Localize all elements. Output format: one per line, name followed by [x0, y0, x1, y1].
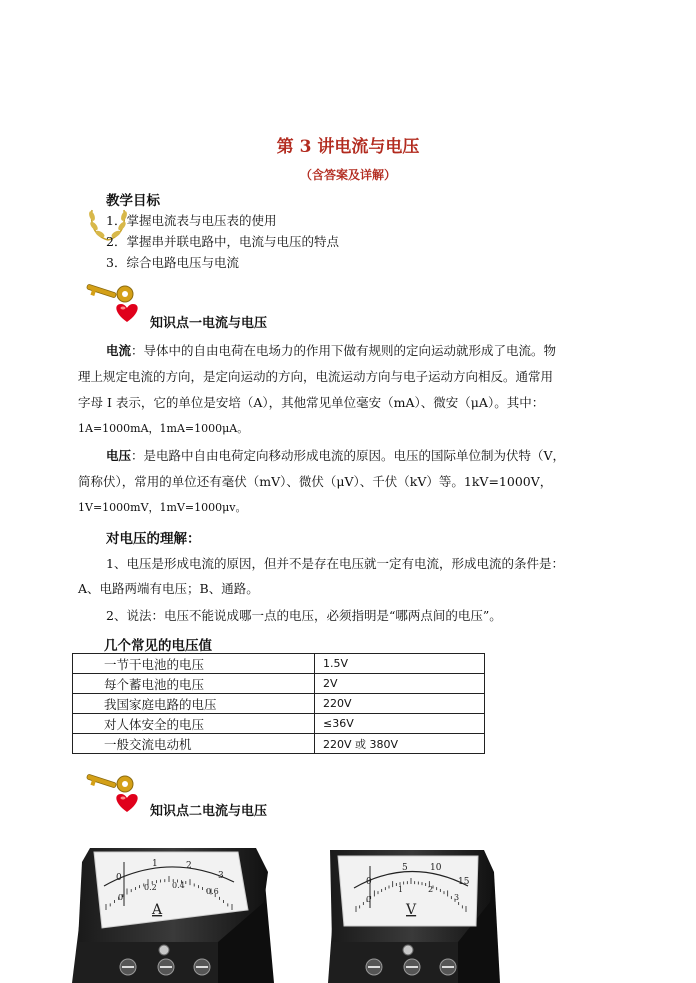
ammeter-upper-tick: 0	[116, 873, 122, 883]
ammeter-lower-tick: 0.6	[206, 887, 219, 896]
voltmeter-upper-tick: 5	[402, 863, 408, 873]
table-cell: 2V	[315, 674, 485, 694]
table-cell: 一节干电池的电压	[73, 654, 315, 674]
key-heart-icon	[84, 280, 146, 324]
table-row	[73, 674, 485, 694]
table-cell: 每个蓄电池的电压	[73, 674, 315, 694]
voltmeter-upper-tick: 10	[430, 863, 442, 873]
voltmeter-illustration	[318, 842, 504, 983]
ammeter-lower-tick: 0	[118, 893, 124, 902]
ammeter-lower-tick: 0.4	[172, 881, 185, 890]
table-cell: ≤36V	[315, 714, 485, 734]
voltmeter-lower-tick: 1	[398, 885, 404, 894]
understanding-p1-line1: 1、电压是形成电流的原因，但并不是存在电压就一定有电流，形成电流的条件是：	[106, 556, 564, 571]
voltage-line-1: 电压：是电路中自由电荷定向移动形成电流的原因。电压的国际单位制为伏特（V，	[106, 448, 566, 463]
table-cell: 1.5V	[315, 654, 485, 674]
goals-heading: 教学目标	[106, 193, 160, 209]
understanding-heading: 对电压的理解：	[106, 531, 201, 547]
voltmeter-lower-tick: 3	[454, 893, 460, 902]
table-cell: 对人体安全的电压	[73, 714, 315, 734]
key-heart-icon	[84, 770, 146, 814]
page-subtitle: （含答案及详解）	[299, 168, 396, 182]
voltmeter-unit: V	[406, 902, 417, 918]
ammeter-lower-tick: 0.2	[144, 883, 157, 892]
understanding-p1-line2: A、电路两端有电压；B、通路。	[78, 581, 259, 596]
table-cell: 220V	[315, 694, 485, 714]
table-row	[73, 714, 485, 734]
ammeter-illustration	[68, 842, 282, 983]
table-cell: 220V 或 380V	[315, 734, 485, 754]
kp2-title: 知识点二电流与电压	[150, 804, 268, 819]
voltage-line-2: 简称伏），常用的单位还有毫伏（mV）、微伏（μV）、千伏（kV）等。1kV=1000V，	[78, 474, 553, 489]
ammeter-unit: A	[152, 902, 163, 918]
table-heading: 几个常见的电压值	[104, 638, 212, 654]
voltage-line-3: 1V=1000mV，1mV=1000μv。	[78, 501, 247, 514]
table-cell: 一般交流电动机	[73, 734, 315, 754]
table-cell: 我国家庭电路的电压	[73, 694, 315, 714]
voltage-table	[72, 653, 485, 754]
goal-item-3: 3．综合电路电压与电流	[106, 255, 239, 270]
ammeter-upper-tick: 2	[186, 861, 192, 871]
kp1-title: 知识点一电流与电压	[150, 316, 268, 331]
current-label: 电流	[106, 343, 132, 358]
current-line-3: 字母 I 表示，它的单位是安培（A），其他常见单位毫安（mA）、微安（μA）。其中：	[78, 395, 545, 410]
ammeter-upper-tick: 3	[218, 871, 224, 881]
goal-item-1: 1．掌握电流表与电压表的使用	[106, 213, 277, 228]
voltmeter-upper-tick: 0	[366, 877, 372, 887]
page-title: 第 3 讲电流与电压	[276, 137, 420, 157]
current-line-1: 电流：导体中的自由电荷在电场力的作用下做有规则的定向运动就形成了电流。物	[106, 343, 557, 358]
voltmeter-lower-tick: 2	[428, 885, 434, 894]
table-row	[73, 734, 485, 754]
current-line-4: 1A=1000mA，1mA=1000μA。	[78, 422, 249, 435]
table-row	[73, 694, 485, 714]
current-line-2: 理上规定电流的方向，是定向运动的方向，电流运动方向与电子运动方向相反。通常用	[78, 369, 554, 384]
goal-item-2: 2．掌握串并联电路中，电流与电压的特点	[106, 234, 339, 249]
voltmeter-upper-tick: 15	[458, 877, 470, 887]
ammeter-upper-tick: 1	[152, 859, 158, 869]
voltage-label: 电压	[106, 448, 132, 463]
voltmeter-lower-tick: 0	[366, 895, 372, 904]
table-row	[73, 654, 485, 674]
understanding-p2: 2、说法：电压不能说成哪一点的电压，必须指明是“哪两点间的电压”。	[106, 608, 502, 623]
